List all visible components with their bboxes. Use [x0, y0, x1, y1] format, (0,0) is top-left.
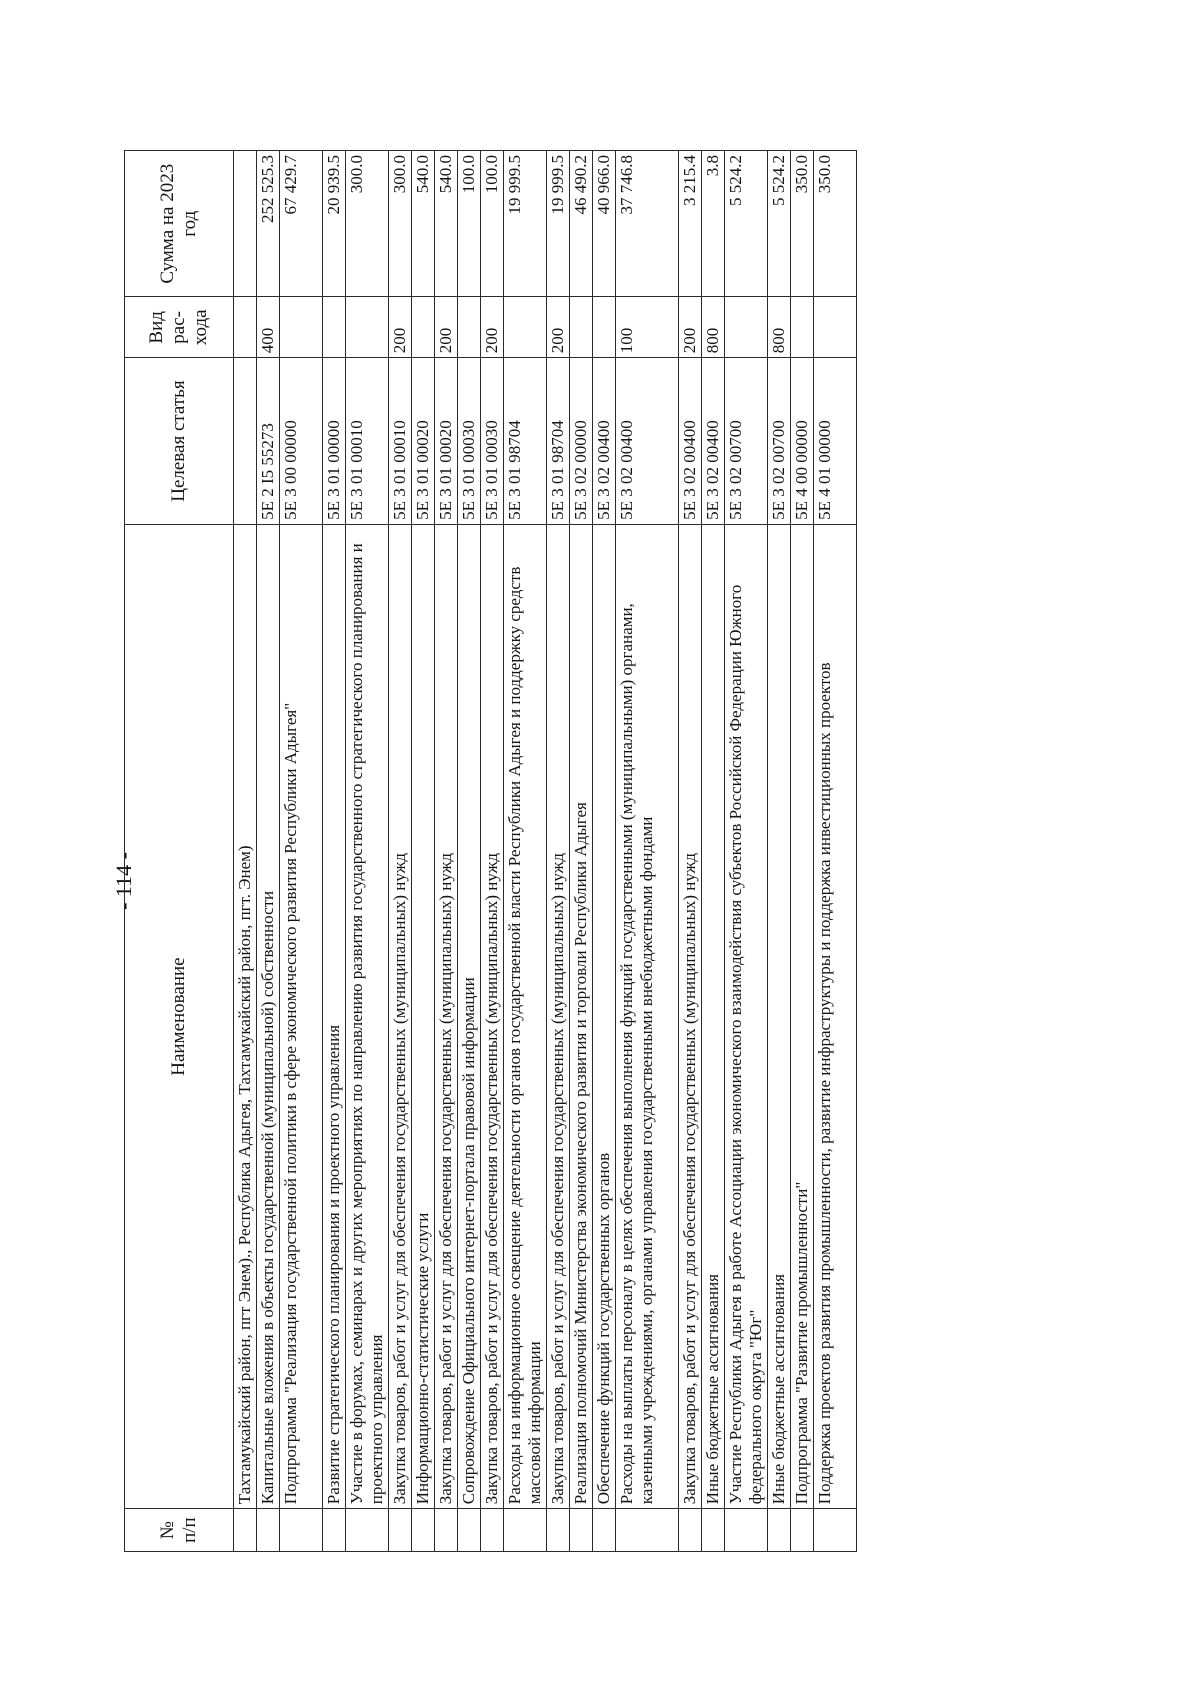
cell-sum: 19 999.5: [504, 151, 547, 297]
cell-name: Поддержка проектов развития промышленности, развитие инфраструктуры и поддержка инвестиционных проектов: [814, 524, 857, 1508]
cell-no: [346, 1509, 389, 1552]
cell-code: 5Е 3 02 00400: [679, 358, 702, 525]
cell-vid: 200: [679, 297, 702, 358]
cell-no: [593, 1509, 616, 1552]
table-row: [547, 151, 570, 1552]
cell-sum: 5 524.2: [725, 151, 768, 297]
cell-name: Реализация полномочий Министерства экономического развития и торговли Республики Адыгея: [570, 524, 593, 1508]
table-row: [791, 151, 814, 1552]
cell-code: 5Е 3 02 00400: [593, 358, 616, 525]
cell-no: [702, 1509, 725, 1552]
cell-no: [323, 1509, 346, 1552]
cell-vid: [323, 297, 346, 358]
cell-no: [768, 1509, 791, 1552]
cell-name: Подпрограмма "Реализация государственной политики в сфере экономического развития Республики Адыгея": [280, 524, 323, 1508]
table-row: [280, 151, 323, 1552]
cell-name: Иные бюджетные ассигнования: [768, 524, 791, 1508]
cell-vid: 400: [257, 297, 280, 358]
cell-sum: 3 215.4: [679, 151, 702, 297]
cell-vid: 800: [702, 297, 725, 358]
table-row: [234, 151, 257, 1552]
cell-code: 5Е 3 00 00000: [280, 358, 323, 525]
page-number: - 114 -: [111, 852, 136, 910]
cell-code: 5Е 3 01 00010: [389, 358, 412, 525]
cell-no: [234, 1509, 257, 1552]
cell-no: [616, 1509, 679, 1552]
cell-code: 5Е 3 02 00000: [570, 358, 593, 525]
cell-vid: [593, 297, 616, 358]
cell-vid: 200: [435, 297, 458, 358]
cell-no: [435, 1509, 458, 1552]
cell-name: Развитие стратегического планирования и проектного управления: [323, 524, 346, 1508]
table-row: [679, 151, 702, 1552]
cell-name: Закупка товаров, работ и услуг для обеспечения государственных (муниципальных) нужд: [481, 524, 504, 1508]
cell-no: [504, 1509, 547, 1552]
cell-no: [679, 1509, 702, 1552]
table-row: [768, 151, 791, 1552]
cell-vid: [725, 297, 768, 358]
header-name: Наименование: [125, 524, 234, 1508]
cell-sum: 40 966.0: [593, 151, 616, 297]
cell-code: 5Е 3 01 00010: [346, 358, 389, 525]
header-code: Целевая статья: [125, 358, 234, 525]
cell-name: Участие Республики Адыгея в работе Ассоциации экономического взаимодействия субъектов Российской Федерации Южного федерального округа "Юг": [725, 524, 768, 1508]
cell-code: 5Е 3 02 00700: [768, 358, 791, 525]
cell-code: 5Е 3 02 00400: [616, 358, 679, 525]
table-row: [346, 151, 389, 1552]
cell-vid: 100: [616, 297, 679, 358]
cell-vid: [234, 297, 257, 358]
cell-code: 5Е 3 02 00700: [725, 358, 768, 525]
cell-no: [570, 1509, 593, 1552]
cell-code: 5Е 3 02 00400: [702, 358, 725, 525]
cell-vid: 200: [547, 297, 570, 358]
cell-code: [234, 358, 257, 525]
cell-no: [280, 1509, 323, 1552]
cell-sum: 3.8: [702, 151, 725, 297]
cell-code: 5Е 4 00 00000: [791, 358, 814, 525]
cell-code: 5Е 3 01 00030: [458, 358, 481, 525]
cell-sum: 5 524.2: [768, 151, 791, 297]
table-row: [814, 151, 857, 1552]
table-row: [481, 151, 504, 1552]
cell-code: 5Е 3 01 00030: [481, 358, 504, 525]
cell-name: Капитальные вложения в объекты государственной (муниципальной) собственности: [257, 524, 280, 1508]
cell-name: Участие в форумах, семинарах и других мероприятиях по направлению развития государственного стратегического планирования и проектного управления: [346, 524, 389, 1508]
cell-name: Закупка товаров, работ и услуг для обеспечения государственных (муниципальных) нужд: [679, 524, 702, 1508]
cell-name: Закупка товаров, работ и услуг для обеспечения государственных (муниципальных) нужд: [389, 524, 412, 1508]
cell-sum: 350.0: [791, 151, 814, 297]
cell-name: Расходы на информационное освещение деятельности органов государственной власти Республики Адыгея и поддержку средств массовой информации: [504, 524, 547, 1508]
cell-no: [725, 1509, 768, 1552]
cell-code: 5Е 4 01 00000: [814, 358, 857, 525]
cell-no: [547, 1509, 570, 1552]
table-row: [323, 151, 346, 1552]
cell-sum: 19 999.5: [547, 151, 570, 297]
cell-sum: 540.0: [435, 151, 458, 297]
table-row: [389, 151, 412, 1552]
cell-name: Информационно-статистические услуги: [412, 524, 435, 1508]
cell-vid: [791, 297, 814, 358]
table-row: [570, 151, 593, 1552]
cell-sum: 540.0: [412, 151, 435, 297]
cell-sum: 100.0: [458, 151, 481, 297]
cell-sum: 300.0: [346, 151, 389, 297]
cell-name: Расходы на выплаты персоналу в целях обеспечения выполнения функций государственными (муниципальными) органами, казенными учреждениями, органами управления государственными внебюджетными фондами: [616, 524, 679, 1508]
cell-sum: 20 939.5: [323, 151, 346, 297]
cell-sum: 350.0: [814, 151, 857, 297]
rotated-table-container: [124, 150, 1054, 1552]
cell-vid: [458, 297, 481, 358]
cell-sum: 37 746.8: [616, 151, 679, 297]
cell-name: Подпрограмма "Развитие промышленности": [791, 524, 814, 1508]
cell-name: Тахтамукайский район, пгт Энем)., Республика Адыгея, Тахтамукайский район, пгт. Энем): [234, 524, 257, 1508]
cell-vid: 200: [389, 297, 412, 358]
cell-vid: [814, 297, 857, 358]
cell-no: [791, 1509, 814, 1552]
cell-code: 5Е 3 01 98704: [547, 358, 570, 525]
cell-sum: 252 525.3: [257, 151, 280, 297]
cell-no: [481, 1509, 504, 1552]
cell-vid: [346, 297, 389, 358]
cell-vid: [504, 297, 547, 358]
table-row: [702, 151, 725, 1552]
cell-code: 5Е 3 01 00000: [323, 358, 346, 525]
header-vid: Вид рас-хода: [125, 297, 234, 358]
table-row: [257, 151, 280, 1552]
table-row: [458, 151, 481, 1552]
cell-name: Обеспечение функций государственных органов: [593, 524, 616, 1508]
cell-sum: 46 490.2: [570, 151, 593, 297]
cell-no: [458, 1509, 481, 1552]
cell-name: Закупка товаров, работ и услуг для обеспечения государственных (муниципальных) нужд: [435, 524, 458, 1508]
cell-sum: 67 429.7: [280, 151, 323, 297]
cell-no: [412, 1509, 435, 1552]
cell-sum: 300.0: [389, 151, 412, 297]
table-row: [616, 151, 679, 1552]
cell-name: Сопровождение Официального интернет-портала правовой информации: [458, 524, 481, 1508]
table-row: [435, 151, 458, 1552]
table-row: [593, 151, 616, 1552]
budget-table: [124, 150, 857, 1552]
table-row: [725, 151, 768, 1552]
header-no: № п/п: [125, 1509, 234, 1552]
cell-code: 5Е 3 01 98704: [504, 358, 547, 525]
cell-name: Иные бюджетные ассигнования: [702, 524, 725, 1508]
cell-code: 5Е 2 I5 55273: [257, 358, 280, 525]
header-sum: Сумма на 2023 год: [125, 151, 234, 297]
cell-code: 5Е 3 01 00020: [435, 358, 458, 525]
cell-vid: [280, 297, 323, 358]
cell-no: [389, 1509, 412, 1552]
cell-no: [814, 1509, 857, 1552]
table-row: [504, 151, 547, 1552]
table-row: [412, 151, 435, 1552]
cell-vid: 200: [481, 297, 504, 358]
cell-name: Закупка товаров, работ и услуг для обеспечения государственных (муниципальных) нужд: [547, 524, 570, 1508]
cell-no: [257, 1509, 280, 1552]
cell-sum: 100.0: [481, 151, 504, 297]
table-header-row: [125, 151, 234, 1552]
cell-vid: 800: [768, 297, 791, 358]
cell-vid: [570, 297, 593, 358]
cell-sum: [234, 151, 257, 297]
cell-vid: [412, 297, 435, 358]
cell-code: 5Е 3 01 00020: [412, 358, 435, 525]
